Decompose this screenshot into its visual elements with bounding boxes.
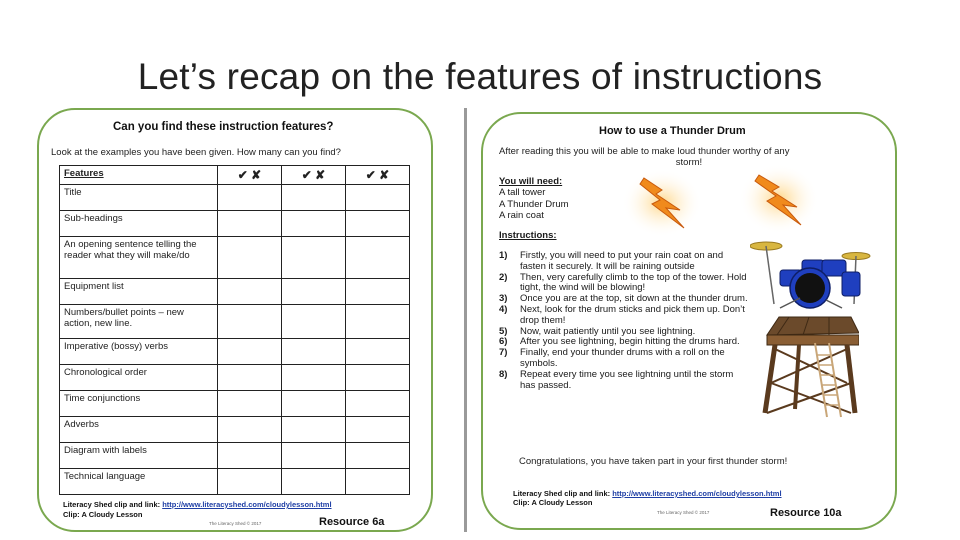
feature-label: An opening sentence telling the reader what they will make/do [60, 237, 218, 279]
intro-line: After reading this you will be able to make loud thunder worthy of any [499, 146, 790, 157]
table-row [60, 237, 410, 279]
features-column-header: Features [60, 166, 218, 185]
step-text: Now, wait patiently until you see lightning. [520, 325, 696, 337]
tick-cell [218, 305, 282, 339]
tick-cell [282, 417, 346, 443]
step-text: Then, very carefully climb to the top of the tower. Hold tight, the wind will be blowing! [520, 271, 747, 294]
instruction-steps [499, 251, 749, 391]
tick-cell [346, 305, 410, 339]
table-row [60, 417, 410, 443]
step-text: Finally, end your thunder drums with a roll on the symbols. [520, 347, 725, 369]
feature-label: Chronological order [60, 365, 218, 391]
tick-cell [346, 391, 410, 417]
step-number: 1) [499, 250, 508, 261]
footer-link-line [63, 500, 332, 509]
tick-cell [282, 237, 346, 279]
worksheet-heading: How to use a Thunder Drum [599, 125, 746, 137]
step-text: Next, look for the drum sticks and pick them up. Don’t drop them! [520, 303, 745, 326]
footer-clip: Clip: A Cloudy Lesson [513, 498, 593, 507]
list-item: A tall tower [499, 187, 546, 198]
footer-clip: Clip: A Cloudy Lesson [63, 510, 143, 519]
tick-cross-column-header: ✔ ✘ [218, 166, 282, 185]
worksheet-thunder-drum [464, 108, 900, 532]
step-text: After you see lightning, begin hitting the drums hard. [520, 336, 740, 348]
tower-image [759, 313, 859, 418]
tick-cell [346, 185, 410, 211]
feature-label: Numbers/bullet points – new action, new line. [60, 305, 218, 339]
tick-cell [346, 417, 410, 443]
table-row [60, 211, 410, 237]
footer-link-line [513, 489, 782, 498]
tick-cell [218, 339, 282, 365]
resource-label: Resource 6a [319, 516, 385, 528]
tick-cell [282, 339, 346, 365]
step-number: 8) [499, 368, 508, 380]
table-row [60, 185, 410, 211]
feature-label: Title [60, 185, 218, 211]
tick-cell [218, 279, 282, 305]
list-item [499, 305, 749, 327]
feature-label: Technical language [60, 469, 218, 495]
resource-label: Resource 10a [770, 507, 842, 519]
intro-line: storm! [675, 157, 703, 168]
list-item [499, 348, 749, 370]
step-number: 7) [499, 347, 508, 359]
tick-cell [346, 211, 410, 237]
copyright: The Literacy Shed © 2017 [657, 510, 710, 515]
step-number: 2) [499, 271, 508, 283]
step-number: 4) [499, 303, 508, 315]
step-text: Once you are at the top, sit down at the thunder drum. [520, 293, 748, 305]
features-table [59, 165, 410, 495]
footer-label: Literacy Shed clip and link: [513, 489, 611, 498]
step-number: 3) [499, 293, 508, 305]
tick-cell [282, 211, 346, 237]
tick-cell [346, 339, 410, 365]
table-row [60, 469, 410, 495]
table-row [60, 443, 410, 469]
list-item [499, 370, 749, 392]
instructions-heading: Instructions: [499, 230, 557, 241]
tick-cell [346, 237, 410, 279]
tick-cell [218, 443, 282, 469]
tick-cell [218, 237, 282, 279]
step-text: Firstly, you will need to put your rain coat on and fasten it securely. It will be raining outside [520, 250, 724, 272]
congratulations-text: Congratulations, you have taken part in your first thunder storm! [519, 456, 788, 467]
tick-cell [218, 185, 282, 211]
tick-cell [282, 469, 346, 495]
tick-cell [282, 443, 346, 469]
tick-cell [282, 185, 346, 211]
feature-label: Time conjunctions [60, 391, 218, 417]
tick-cell [346, 365, 410, 391]
step-number: 5) [499, 325, 508, 337]
table-row [60, 365, 410, 391]
list-item: A Thunder Drum [499, 198, 569, 210]
equipment-heading: You will need: [499, 176, 563, 187]
tick-cell [218, 391, 282, 417]
table-row [60, 305, 410, 339]
drum-kit-image [750, 238, 880, 310]
table-row [60, 391, 410, 417]
tick-cell [346, 469, 410, 495]
tick-cell [346, 443, 410, 469]
footer-url-link[interactable]: http://www.literacyshed.com/cloudylesson.html [612, 489, 782, 498]
feature-label: Adverbs [60, 417, 218, 443]
feature-label: Equipment list [60, 279, 218, 305]
tick-cell [346, 279, 410, 305]
feature-label: Imperative (bossy) verbs [60, 339, 218, 365]
tick-cross-column-header: ✔ ✘ [282, 166, 346, 185]
tick-cell [282, 365, 346, 391]
table-row [60, 339, 410, 365]
list-item: A rain coat [499, 210, 544, 221]
table-row [60, 279, 410, 305]
tick-cell [218, 365, 282, 391]
tick-cell [282, 391, 346, 417]
lightning-icon [622, 168, 702, 238]
worksheet-heading: Can you find these instruction features? [113, 121, 334, 133]
tick-cell [218, 211, 282, 237]
list-item [499, 273, 749, 295]
tick-cell [218, 417, 282, 443]
equipment-list [499, 187, 569, 222]
lightning-icon [739, 163, 819, 235]
worksheet-intro [499, 146, 879, 168]
footer-url-link[interactable]: http://www.literacyshed.com/cloudylesson.html [162, 500, 332, 509]
slide-title: Let’s recap on the features of instructions [137, 56, 823, 97]
worksheet-checklist [37, 108, 433, 532]
tick-cell [218, 469, 282, 495]
tick-cell [282, 305, 346, 339]
step-number: 6) [499, 336, 508, 348]
feature-label: Diagram with labels [60, 443, 218, 469]
tick-cell [282, 279, 346, 305]
footer-label: Literacy Shed clip and link: [63, 500, 161, 509]
tick-cross-column-header: ✔ ✘ [346, 166, 410, 185]
copyright: The Literacy Shed © 2017 [209, 521, 262, 526]
worksheet-intro: Look at the examples you have been given. How many can you find? [51, 147, 341, 158]
list-item [499, 251, 749, 273]
feature-label: Sub-headings [60, 211, 218, 237]
step-text: Repeat every time you see lightning until the storm has passed. [520, 368, 734, 391]
